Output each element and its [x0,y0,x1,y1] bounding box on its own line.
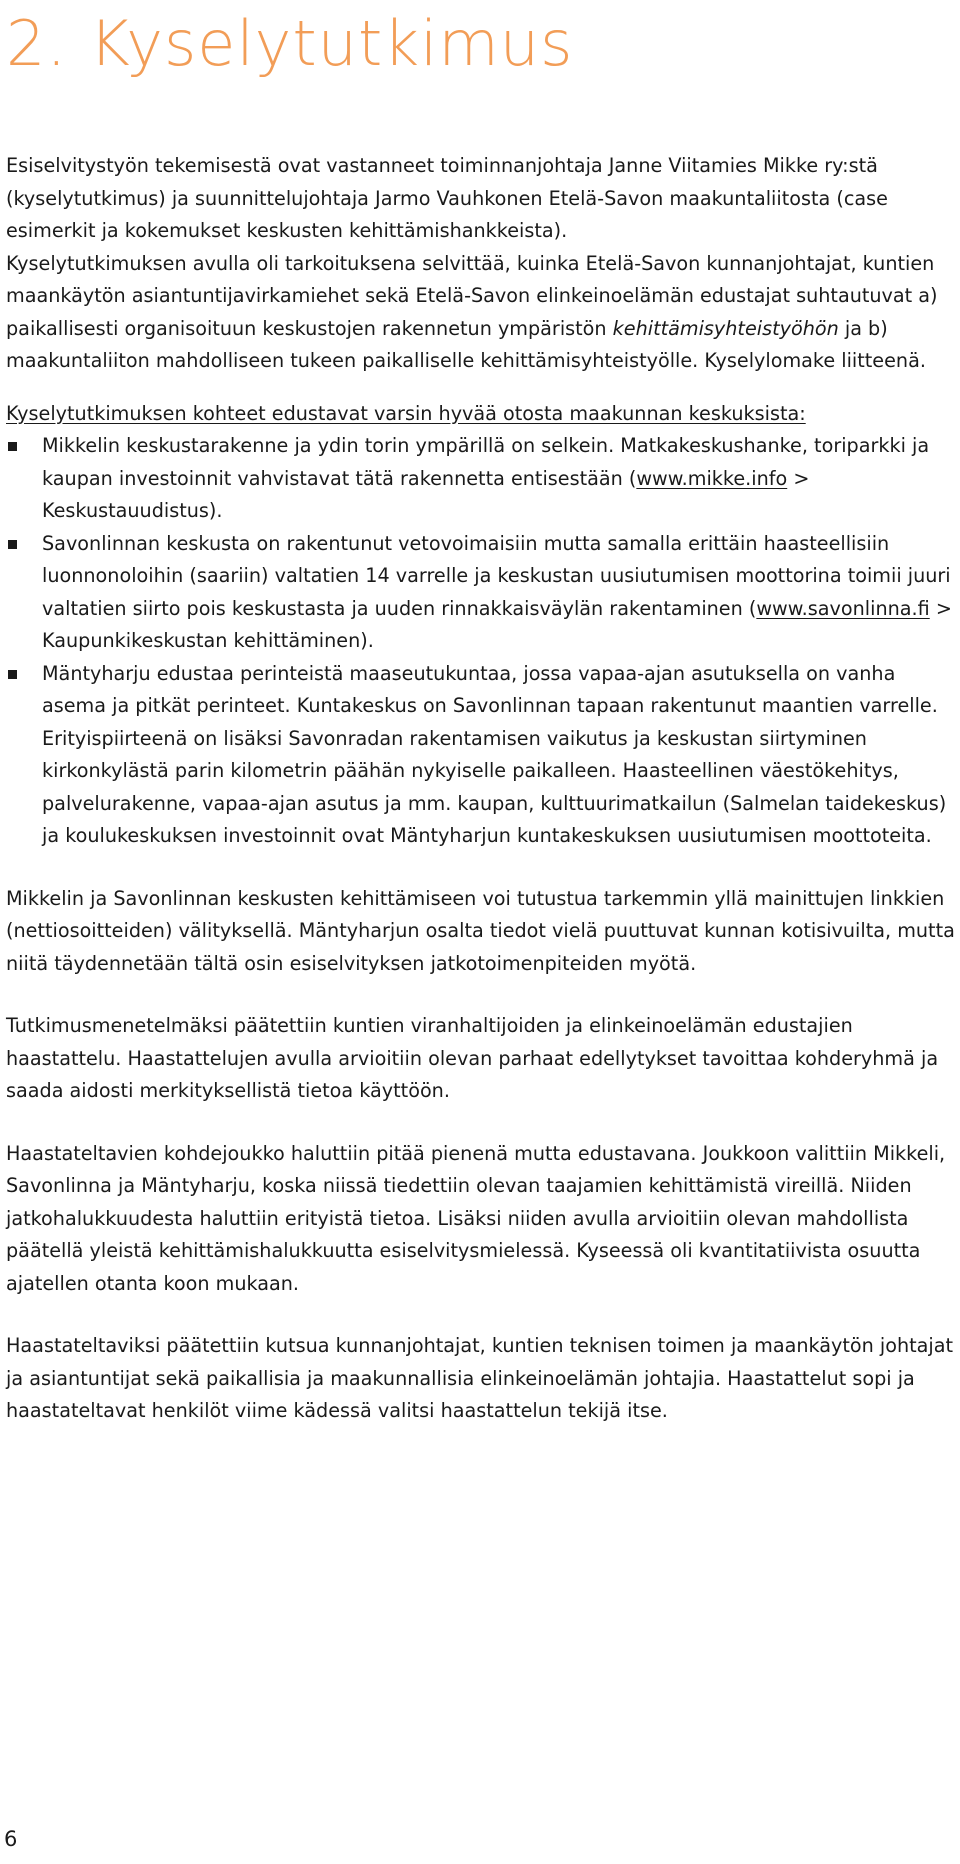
list-item-text: Mikkelin keskustarakenne ja ydin torin ympärillä on selkein. Matkakeskushanke, toriparkki ja kaupan investoinnit vahvistavat tätä rakennetta entisestään ( [42,434,930,490]
list-item [6,430,958,528]
list-item [6,658,958,853]
bullet-square-icon [8,540,17,549]
list-item [6,528,958,658]
intro-paragraph-2 [6,248,958,378]
body-paragraph-5: Haastateltavien kohdejoukko haluttiin pitää pienenä mutta edustavana. Joukkoon valittiin Mikkeli, Savonlinna ja Mäntyharju, koska niissä tiedettiin olevan taajamien kehittämistä vireillä. Niiden jatkohalukkuudesta haluttiin erityistä tietoa. Lisäksi niiden avulla arvioitiin olevan mahdollista päätellä yleistä kehittämishalukkuutta esiselvitysmielessä. Kyseessä oli kvantitatiivista osuutta ajatellen otanta koon mukaan. [6,1141,946,1295]
savonlinna-link[interactable]: www.savonlinna.fi [756,596,930,620]
body-paragraph-4: Tutkimusmenetelmäksi päätettiin kuntien viranhaltijoiden ja elinkeinoelämän edustajien haastattelu. Haastattelujen avulla arvioitiin olevan parhaat edellytykset tavoittaa kohderyhmä ja saada aidosti merkityksellistä tietoa käyttöön. [6,1014,939,1102]
intro-p2-text-a: Kyselytutkimuksen avulla oli tarkoituksena selvittää, kuinka Etelä-Savon kunnanjohtajat, kuntien maankäytön asiantuntijavirkamiehet sekä Etelä-Savon elinkeinoelämän edustajat suhtautuvat a) paikallisesti organisoituun keskustojen rakennetun ympäristön [6,251,938,340]
targets-list [6,430,958,853]
list-item-text-end: > Kaupunkikeskustan kehittäminen). [42,596,952,652]
list-item-text: Mäntyharju edustaa perinteistä maaseutukuntaa, jossa vapaa-ajan asutuksella on vanha asema ja pitkät perinteet. Kuntakeskus on Savonlinnan tapaan rakentunut maantien varrelle. Erityispiirteenä on lisäksi Savonradan rakentamisen vaikutus ja keskustan siirtyminen kirkonkylästä parin kilometrin päähän nykyiselle paikalleen. Haasteellinen väestökehitys, palvelurakenne, vapaa-ajan asutus ja mm. kaupan, kulttuurimatkailun (Salmelan taidekeskus) ja koulukeskuksen investoinnit ovat Mäntyharjun kuntakeskuksen uusiutumisen moottoteita. [42,661,947,847]
bullet-square-icon [8,442,17,451]
intro-p2-italic: kehittämisyhteistyöhön [612,316,839,340]
body-paragraph-6: Haastateltaviksi päätettiin kutsua kunnanjohtajat, kuntien teknisen toimen ja maankäytön johtajat ja asiantuntijat sekä paikallisia ja maakunnallisia elinkeinoelämän johtajia. Haastattelut sopi ja haastateltavat henkilöt viime kädessä valitsi haastattelun tekijä itse. [6,1334,954,1422]
bullet-square-icon [8,670,17,679]
list-item-text: Savonlinnan keskusta on rakentunut vetovoimaisiin mutta samalla erittäin haasteellisiin luonnonoloihin (saariin) valtatien 14 varrelle ja keskustan uusiutumisen moottorina toimii juuri valtatien siirto pois keskustasta ja uuden rinnakkaisväylän rakentaminen ( [42,531,951,620]
intro-paragraph-1: Esiselvitystyön tekemisestä ovat vastanneet toiminnanjohtaja Janne Viitamies Mikke ry:stä (kyselytutkimus) ja suunnittelujohtaja Jarmo Vauhkonen Etelä-Savon maakuntaliitosta (case esimerkit ja kokemukset keskusten kehittämishankkeista). [6,154,888,242]
page-number: 6 [4,1827,18,1851]
chapter-number: 2. [6,7,68,80]
mikke-link[interactable]: www.mikke.info [636,466,788,490]
chapter-title-text: Kyselytutkimus [89,7,574,80]
targets-heading: Kyselytutkimuksen kohteet edustavat varsin hyvää otosta maakunnan keskuksista: [6,401,806,425]
body-content [6,150,958,1428]
list-item-text-end: > Keskustauudistus). [42,466,810,522]
body-paragraph-3: Mikkelin ja Savonlinnan keskusten kehittämiseen voi tutustua tarkemmin yllä mainittujen linkkien (nettiosoitteiden) välityksellä. Mäntyharjun osalta tiedot vielä puuttuvat kunnan kotisivuilta, mutta niitä täydennetään tältä osin esiselvityksen jatkotoimenpiteiden myötä. [6,886,955,975]
chapter-title [6,2,573,86]
intro-p2-text-b: ja b) maakuntaliiton mahdolliseen tukeen paikalliselle kehittämisyhteistyölle. Kyselylomake liitteenä. [6,316,926,372]
